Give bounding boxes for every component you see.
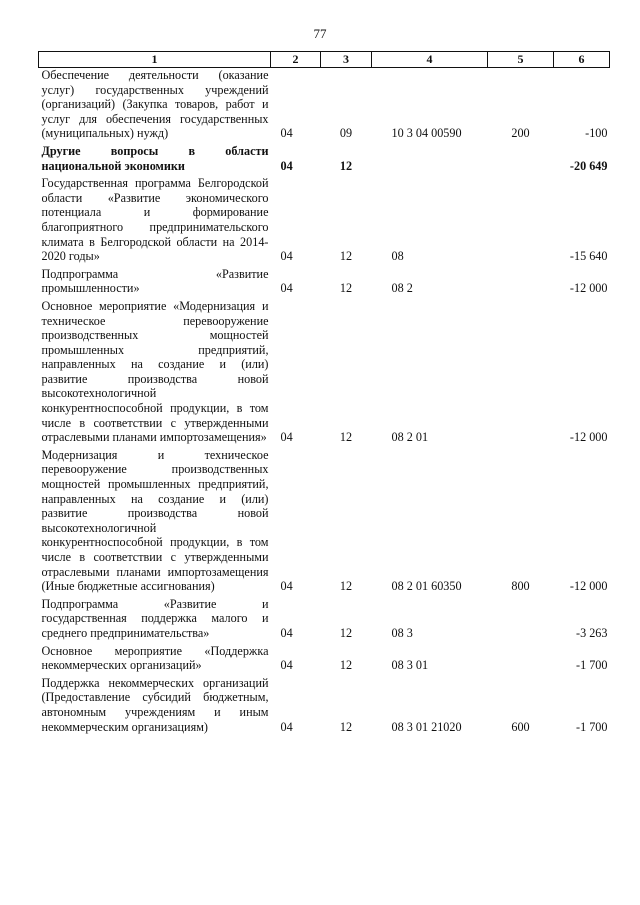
row-target-code: 08 3 01 21020	[391, 719, 462, 734]
row-section: 04	[280, 625, 293, 640]
row-target-code: 08	[391, 249, 404, 264]
row-name: Государственная программа Белгородской области «Развитие экономического потенциала и формирование благоприятного предпринимательского климата в Белгородской области на 2014-2020 годы»	[41, 176, 269, 264]
row-section: 04	[280, 579, 293, 594]
row-amount: -12 000	[569, 430, 608, 445]
row-name: Модернизация и техническое перевооружение производственных мощностей промышленных предприятий, направленных на создание и (или) развитие производства новой высокотехнологичной конкурентноспособной продукции, в том числе в соответствии с утвержденными отраслевыми планами импортозамещения (Иные бюджетные ассигнования)	[41, 447, 269, 594]
row-expense-type	[488, 641, 554, 673]
table-body	[39, 68, 610, 735]
row-section: 04	[280, 719, 293, 734]
row-section: 04	[280, 281, 293, 296]
table-row	[39, 68, 610, 141]
row-amount: -15 640	[569, 249, 608, 264]
row-subsection: 12	[339, 249, 353, 264]
column-header: 4	[372, 52, 488, 68]
page-number: 77	[313, 26, 327, 41]
row-expense-type: 600	[511, 719, 530, 734]
row-expense-type	[488, 264, 554, 296]
row-section: 04	[280, 658, 293, 673]
row-amount: -12 000	[569, 281, 608, 296]
row-subsection: 09	[339, 126, 353, 141]
row-expense-type	[488, 173, 554, 264]
row-target-code: 08 2 01	[391, 430, 429, 445]
table-row	[39, 594, 610, 641]
row-amount: -1 700	[576, 658, 608, 673]
table-row	[39, 445, 610, 594]
row-expense-type	[488, 594, 554, 641]
budget-table	[38, 51, 610, 734]
row-target-code: 08 2 01 60350	[391, 579, 462, 594]
row-subsection: 12	[339, 625, 353, 640]
row-name: Другие вопросы в области национальной экономики	[41, 143, 269, 173]
table-row	[39, 296, 610, 445]
row-target-code	[372, 141, 488, 173]
row-amount: -1 700	[576, 719, 608, 734]
row-expense-type: 200	[511, 126, 530, 141]
row-subsection: 12	[339, 158, 353, 173]
row-target-code: 08 3 01	[391, 658, 429, 673]
table-row	[39, 141, 610, 173]
column-header: 2	[271, 52, 321, 68]
row-name: Основное мероприятие «Модернизация и техническое перевооружение производственных мощностей промышленных предприятий, направленных на создание и (или) развитие производства новой высокотехнологичной конкурентноспособной продукции, в том числе в соответствии с утвержденными отраслевыми планами импортозамещения»	[41, 298, 269, 445]
row-subsection: 12	[339, 430, 353, 445]
row-target-code: 10 3 04 00590	[391, 126, 462, 141]
table-row	[39, 641, 610, 673]
row-target-code: 08 3	[391, 625, 413, 640]
column-header: 5	[488, 52, 554, 68]
row-target-code: 08 2	[391, 281, 413, 296]
row-section: 04	[280, 126, 293, 141]
row-amount: -20 649	[569, 158, 608, 173]
row-name: Обеспечение деятельности (оказание услуг) государственных учреждений (организаций) (Закупка товаров, работ и услуг для обеспечения государственных (муниципальных) нужд)	[41, 68, 269, 141]
row-name: Основное мероприятие «Поддержка некоммерческих организаций»	[41, 643, 269, 673]
row-expense-type	[488, 141, 554, 173]
row-expense-type	[488, 296, 554, 445]
column-header: 6	[554, 52, 610, 68]
row-name: Поддержка некоммерческих организаций (Предоставление субсидий бюджетным, автономным учреждениям и иным некоммерческим организациям)	[41, 675, 269, 734]
table-row	[39, 264, 610, 296]
row-subsection: 12	[339, 579, 353, 594]
table-row	[39, 673, 610, 734]
table-header	[39, 52, 610, 68]
row-amount: -12 000	[569, 579, 608, 594]
row-expense-type: 800	[511, 579, 530, 594]
column-header: 3	[321, 52, 372, 68]
row-name: Подпрограмма «Развитие промышленности»	[41, 266, 269, 296]
column-header: 1	[39, 52, 271, 68]
row-section: 04	[280, 158, 293, 173]
row-subsection: 12	[339, 281, 353, 296]
row-amount: -3 263	[576, 625, 608, 640]
row-amount: -100	[585, 126, 608, 141]
row-section: 04	[280, 249, 293, 264]
row-subsection: 12	[339, 658, 353, 673]
row-name: Подпрограмма «Развитие и государственная поддержка малого и среднего предпринимательства»	[41, 596, 269, 640]
table-row	[39, 173, 610, 264]
row-subsection: 12	[339, 719, 353, 734]
row-section: 04	[280, 430, 293, 445]
